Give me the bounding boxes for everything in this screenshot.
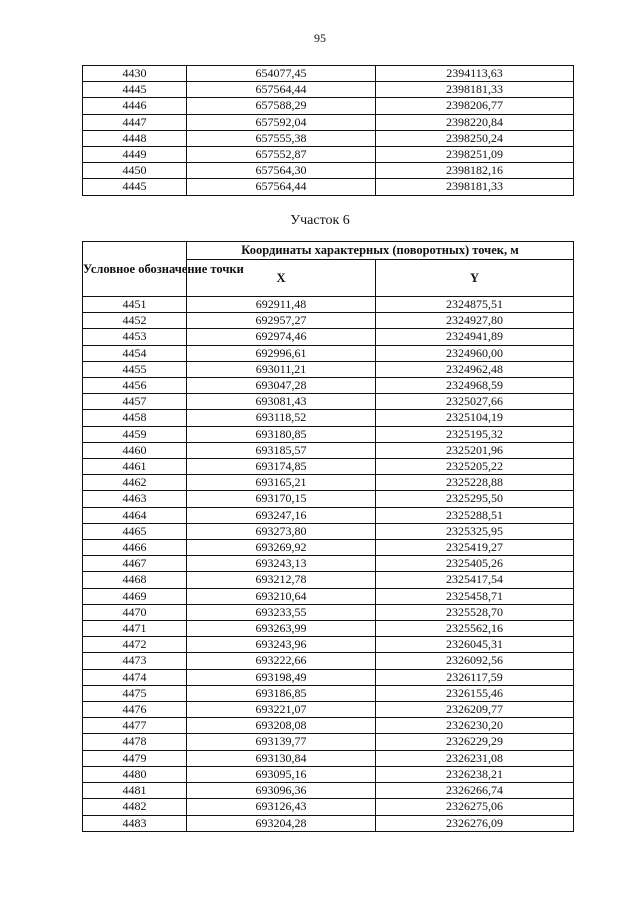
x-coordinate-cell: 693210,64 [187,588,376,604]
point-id-cell: 4482 [83,799,187,815]
table-row [83,669,574,685]
y-coordinate-cell: 2324875,51 [376,297,574,313]
y-coordinate-cell: 2326229,29 [376,734,574,750]
y-coordinate-cell: 2325405,26 [376,556,574,572]
point-id-cell: 4457 [83,394,187,410]
point-id-cell: 4464 [83,507,187,523]
header-coordinates: Координаты характерных (поворотных) точек, м [187,242,574,260]
point-id-cell: 4460 [83,442,187,458]
x-coordinate-cell: 693095,16 [187,766,376,782]
x-coordinate-cell: 693170,15 [187,491,376,507]
y-coordinate-cell: 2324960,00 [376,345,574,361]
y-coordinate-cell: 2398181,33 [376,179,574,195]
point-id-cell: 4475 [83,685,187,701]
x-coordinate-cell: 693165,21 [187,475,376,491]
y-coordinate-cell: 2326266,74 [376,783,574,799]
y-coordinate-cell: 2398250,24 [376,130,574,146]
y-coordinate-cell: 2325104,19 [376,410,574,426]
table-row [83,147,574,163]
x-coordinate-cell: 693221,07 [187,702,376,718]
point-id-cell: 4466 [83,540,187,556]
table-row [83,604,574,620]
header-y: Y [376,260,574,297]
coordinates-table [82,241,574,832]
point-id-cell: 4446 [83,98,187,114]
table-row [83,313,574,329]
point-id-cell: 4455 [83,361,187,377]
table-row [83,523,574,539]
x-coordinate-cell: 693208,08 [187,718,376,734]
table-body [83,297,574,832]
table-row [83,621,574,637]
point-id-cell: 4479 [83,750,187,766]
table-row [83,394,574,410]
table-row [83,98,574,114]
x-coordinate-cell: 657588,29 [187,98,376,114]
table-row [83,426,574,442]
y-coordinate-cell: 2326045,31 [376,637,574,653]
point-id-cell: 4477 [83,718,187,734]
point-id-cell: 4467 [83,556,187,572]
x-coordinate-cell: 657552,87 [187,147,376,163]
point-id-cell: 4478 [83,734,187,750]
table-header [83,242,574,297]
section-title: Участок 6 [290,213,350,228]
point-id-cell: 4459 [83,426,187,442]
x-coordinate-cell: 693273,80 [187,523,376,539]
point-id-cell: 4451 [83,297,187,313]
point-id-cell: 4481 [83,783,187,799]
y-coordinate-cell: 2326117,59 [376,669,574,685]
table-row [83,114,574,130]
point-id-cell: 4456 [83,378,187,394]
point-id-cell: 4476 [83,702,187,718]
table-row [83,66,574,82]
y-coordinate-cell: 2325458,71 [376,588,574,604]
point-id-cell: 4445 [83,82,187,98]
point-id-cell: 4458 [83,410,187,426]
y-coordinate-cell: 2326275,06 [376,799,574,815]
x-coordinate-cell: 693139,77 [187,734,376,750]
point-id-cell: 4462 [83,475,187,491]
table-row [83,783,574,799]
x-coordinate-cell: 692957,27 [187,313,376,329]
x-coordinate-cell: 693185,57 [187,442,376,458]
y-coordinate-cell: 2325205,22 [376,459,574,475]
table-row [83,588,574,604]
table-row [83,442,574,458]
x-coordinate-cell: 693269,92 [187,540,376,556]
table-row [83,459,574,475]
point-id-cell: 4463 [83,491,187,507]
y-coordinate-cell: 2325325,95 [376,523,574,539]
y-coordinate-cell: 2324968,59 [376,378,574,394]
x-coordinate-cell: 654077,45 [187,66,376,82]
y-coordinate-cell: 2398220,84 [376,114,574,130]
table-row [83,378,574,394]
table-row [83,179,574,195]
y-coordinate-cell: 2326155,46 [376,685,574,701]
point-id-cell: 4465 [83,523,187,539]
point-id-cell: 4471 [83,621,187,637]
y-coordinate-cell: 2325295,50 [376,491,574,507]
y-coordinate-cell: 2326092,56 [376,653,574,669]
y-coordinate-cell: 2324962,48 [376,361,574,377]
point-id-cell: 4445 [83,179,187,195]
x-coordinate-cell: 657564,44 [187,179,376,195]
y-coordinate-cell: 2325195,32 [376,426,574,442]
table-row [83,734,574,750]
table-row [83,799,574,815]
x-coordinate-cell: 692974,46 [187,329,376,345]
point-id-cell: 4480 [83,766,187,782]
coordinates-table-continued [82,65,574,196]
y-coordinate-cell: 2398251,09 [376,147,574,163]
y-coordinate-cell: 2325288,51 [376,507,574,523]
y-coordinate-cell: 2398182,16 [376,163,574,179]
point-id-cell: 4448 [83,130,187,146]
x-coordinate-cell: 693247,16 [187,507,376,523]
table-row [83,163,574,179]
table-row [83,637,574,653]
point-id-cell: 4483 [83,815,187,831]
x-coordinate-cell: 693243,13 [187,556,376,572]
table-row [83,540,574,556]
y-coordinate-cell: 2324927,80 [376,313,574,329]
point-id-cell: 4454 [83,345,187,361]
x-coordinate-cell: 693011,21 [187,361,376,377]
x-coordinate-cell: 657592,04 [187,114,376,130]
x-coordinate-cell: 693186,85 [187,685,376,701]
x-coordinate-cell: 693118,52 [187,410,376,426]
point-id-cell: 4449 [83,147,187,163]
x-coordinate-cell: 693263,99 [187,621,376,637]
x-coordinate-cell: 693081,43 [187,394,376,410]
table-row [83,491,574,507]
y-coordinate-cell: 2326276,09 [376,815,574,831]
y-coordinate-cell: 2325201,96 [376,442,574,458]
y-coordinate-cell: 2398181,33 [376,82,574,98]
table-row [83,345,574,361]
x-coordinate-cell: 693233,55 [187,604,376,620]
point-id-cell: 4447 [83,114,187,130]
table-row [83,556,574,572]
table-row [83,685,574,701]
y-coordinate-cell: 2326230,20 [376,718,574,734]
x-coordinate-cell: 693198,49 [187,669,376,685]
point-id-cell: 4469 [83,588,187,604]
table-row [83,475,574,491]
table-row [83,297,574,313]
table-row [83,82,574,98]
point-id-cell: 4452 [83,313,187,329]
x-coordinate-cell: 657564,30 [187,163,376,179]
table-body [83,66,574,196]
table-row [83,750,574,766]
x-coordinate-cell: 657555,38 [187,130,376,146]
y-coordinate-cell: 2326231,08 [376,750,574,766]
header-x: X [187,260,376,297]
x-coordinate-cell: 693174,85 [187,459,376,475]
x-coordinate-cell: 693096,36 [187,783,376,799]
table-row [83,653,574,669]
y-coordinate-cell: 2325417,54 [376,572,574,588]
y-coordinate-cell: 2326209,77 [376,702,574,718]
x-coordinate-cell: 693204,28 [187,815,376,831]
table-row [83,361,574,377]
point-id-cell: 4461 [83,459,187,475]
table-row [83,815,574,831]
header-point-designation: Условное обозначение точки [83,242,187,297]
y-coordinate-cell: 2325419,27 [376,540,574,556]
point-id-cell: 4470 [83,604,187,620]
point-id-cell: 4474 [83,669,187,685]
table-row [83,766,574,782]
x-coordinate-cell: 693126,43 [187,799,376,815]
x-coordinate-cell: 657564,44 [187,82,376,98]
y-coordinate-cell: 2325528,70 [376,604,574,620]
y-coordinate-cell: 2325027,66 [376,394,574,410]
x-coordinate-cell: 693180,85 [187,426,376,442]
point-id-cell: 4453 [83,329,187,345]
table-row [83,702,574,718]
table-row [83,410,574,426]
table-row [83,130,574,146]
y-coordinate-cell: 2326238,21 [376,766,574,782]
y-coordinate-cell: 2398206,77 [376,98,574,114]
point-id-cell: 4473 [83,653,187,669]
y-coordinate-cell: 2325228,88 [376,475,574,491]
page-number: 95 [314,31,326,45]
point-id-cell: 4450 [83,163,187,179]
x-coordinate-cell: 692911,48 [187,297,376,313]
point-id-cell: 4468 [83,572,187,588]
y-coordinate-cell: 2325562,16 [376,621,574,637]
y-coordinate-cell: 2324941,89 [376,329,574,345]
x-coordinate-cell: 693243,96 [187,637,376,653]
point-id-cell: 4472 [83,637,187,653]
x-coordinate-cell: 693047,28 [187,378,376,394]
x-coordinate-cell: 693222,66 [187,653,376,669]
x-coordinate-cell: 693130,84 [187,750,376,766]
y-coordinate-cell: 2394113,63 [376,66,574,82]
table-row [83,572,574,588]
x-coordinate-cell: 692996,61 [187,345,376,361]
table-row [83,718,574,734]
x-coordinate-cell: 693212,78 [187,572,376,588]
point-id-cell: 4430 [83,66,187,82]
table-row [83,507,574,523]
table-row [83,329,574,345]
